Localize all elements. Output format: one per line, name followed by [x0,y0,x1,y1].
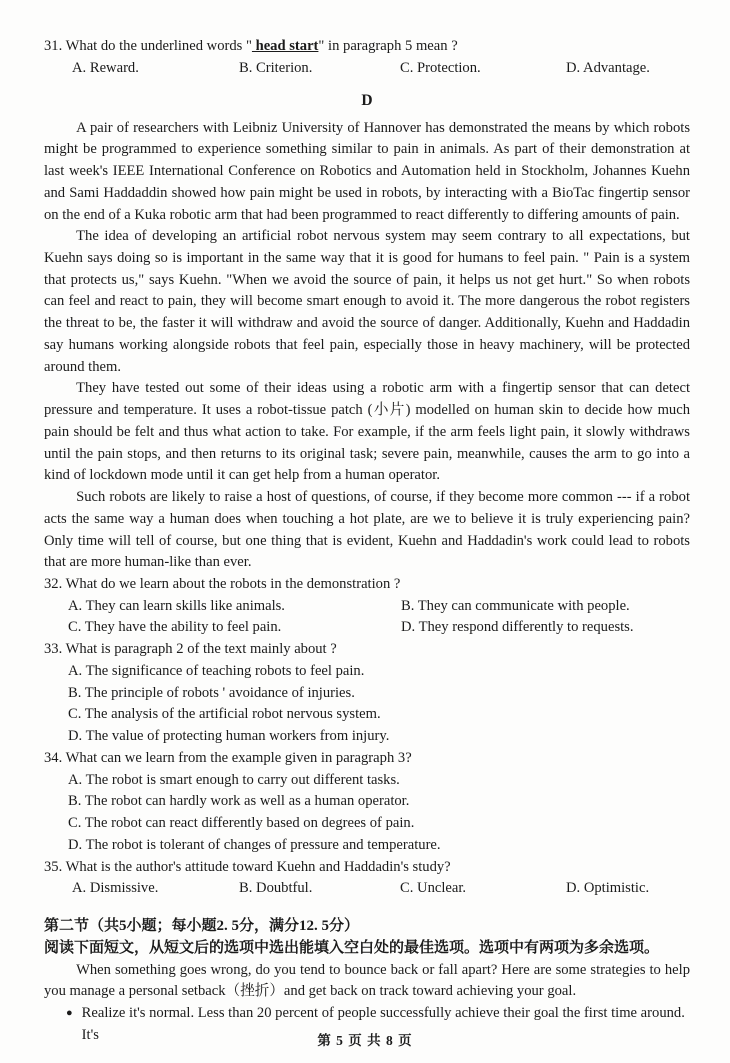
question-35-stem: 35. What is the author's attitude toward Kuehn and Haddadin's study? [44,858,451,875]
option-b: B. The principle of robots ' avoidance of injuries. [68,684,355,701]
section-2-intro: When something goes wrong, do you tend to bounce back or fall apart? Here are some strategies to help you manage a personal setback（挫折）and get back on track toward achieving your goal. [44,961,690,1000]
question-31-stem-prefix: 31. What do the underlined words " [44,38,252,54]
question-31-stem [44,36,690,58]
passage-paragraph-1: A pair of researchers with Leibniz University of Hannover has demonstrated the means by which robots might be programmed to experience something similar to pain in animals. As part of their demonstration at last week's IEEE International Conference on Robotics and Automation held in Stockholm, Johannes Kuehn and Sami Haddaddin showed how pain might be used in robots, by interacting with a BioTac fingertip sensor on the end of a Kuka robotic arm that had been programmed to react differently to differing amounts of pain. [44,119,690,223]
question-32-options [44,596,690,639]
option-a: A. Dismissive. [72,880,159,897]
question-35 [44,857,690,900]
question-32-stem: 32. What do we learn about the robots in the demonstration ? [44,575,401,592]
option-b: B. Criterion. [239,59,313,76]
option-d: D. The robot is tolerant of changes of pressure and temperature. [68,836,441,853]
option-a: A. They can learn skills like animals. [68,597,285,614]
question-31-underlined-words: head start [251,38,319,54]
question-35-options [44,878,690,900]
question-31 [44,36,690,79]
section-2-heading: 第二节（共5小题；每小题2. 5分，满分12. 5分） [44,918,360,934]
option-a: A. The significance of teaching robots to feel pain. [68,662,365,679]
option-d: D. They respond differently to requests. [401,619,634,636]
option-a: A. Reward. [72,59,139,76]
section-2 [44,915,690,1047]
question-33 [44,639,690,748]
passage-d [44,89,690,574]
option-d: D. The value of protecting human workers from injury. [68,728,390,745]
question-33-options [44,661,690,748]
option-b: B. Doubtful. [239,880,313,897]
page-number-footer: 第 5 页 共 8 页 [317,1032,413,1048]
option-d: D. Advantage. [566,59,650,76]
passage-paragraph-2: The idea of developing an artificial robot nervous system may seem contrary to all expectations, but Kuehn says doing so is important in the same way that it is good for humans to feel pain. " Pain is a system that protects us," says Kuehn. "When we avoid the source of pain, it helps us not get hurt." So when robots can feel and react to pain, they will become smart enough to avoid it. The more dangerous the robot registers the threat to be, the faster it will withdraw and avoid the source of danger. Additionally, Kuehn and Haddadin say humans working alongside robots that feel pain, especially those in heavy machinery, will be protected around them. [44,228,690,375]
passage-heading: D [361,92,373,110]
question-34-options [44,770,690,857]
option-b: B. The robot can hardly work as well as a human operator. [68,793,410,810]
option-d: D. Optimistic. [566,880,650,897]
option-c: C. The analysis of the artificial robot nervous system. [68,706,381,723]
question-31-stem-suffix: " in paragraph 5 mean ? [318,38,458,54]
option-a: A. The robot is smart enough to carry out different tasks. [68,771,400,788]
question-32 [44,574,690,639]
strategy-bullet-text: Realize it's normal. Less than 20 percent of people successfully achieve their goal the first time around. It's [81,1005,685,1043]
bullet-icon: ● [66,1007,73,1020]
option-c: C. Unclear. [400,880,467,897]
question-31-options [44,58,690,80]
question-34-stem: 34. What can we learn from the example given in paragraph 3? [44,749,412,766]
passage-paragraph-3: They have tested out some of their ideas using a robotic arm with a fingertip sensor that can detect pressure and temperature. It uses a robot-tissue patch (小片) modelled on human skin to decide how much pain should be felt and thus what action to take. For example, if the arm feels light pain, it slowly withdraws until the pain stops, and then returns to its original task; severe pain, meanwhile, causes the arm to go into a kind of lockdown mode until it can get help from a human operator. [44,380,690,484]
option-b: B. They can communicate with people. [401,597,630,614]
option-c: C. They have the ability to feel pain. [68,619,282,636]
passage-paragraph-4: Such robots are likely to raise a host of questions, of course, if they become more common --- if a robot acts the same way a human does when touching a hot plate, are we to believe it is truly experiencing pain? Only time will tell of course, but one thing that is evident, Kuehn and Haddadin's work could lead to robots that are more human-like than ever. [44,489,690,571]
option-c: C. Protection. [400,59,481,76]
option-c: C. The robot can react differently based on degrees of pain. [68,815,415,832]
question-34 [44,748,690,857]
section-2-instruction: 阅读下面短文，从短文后的选项中选出能填入空白处的最佳选项。选项中有两项为多余选项。 [44,940,660,957]
question-33-stem: 33. What is paragraph 2 of the text mainly about ? [44,641,337,658]
